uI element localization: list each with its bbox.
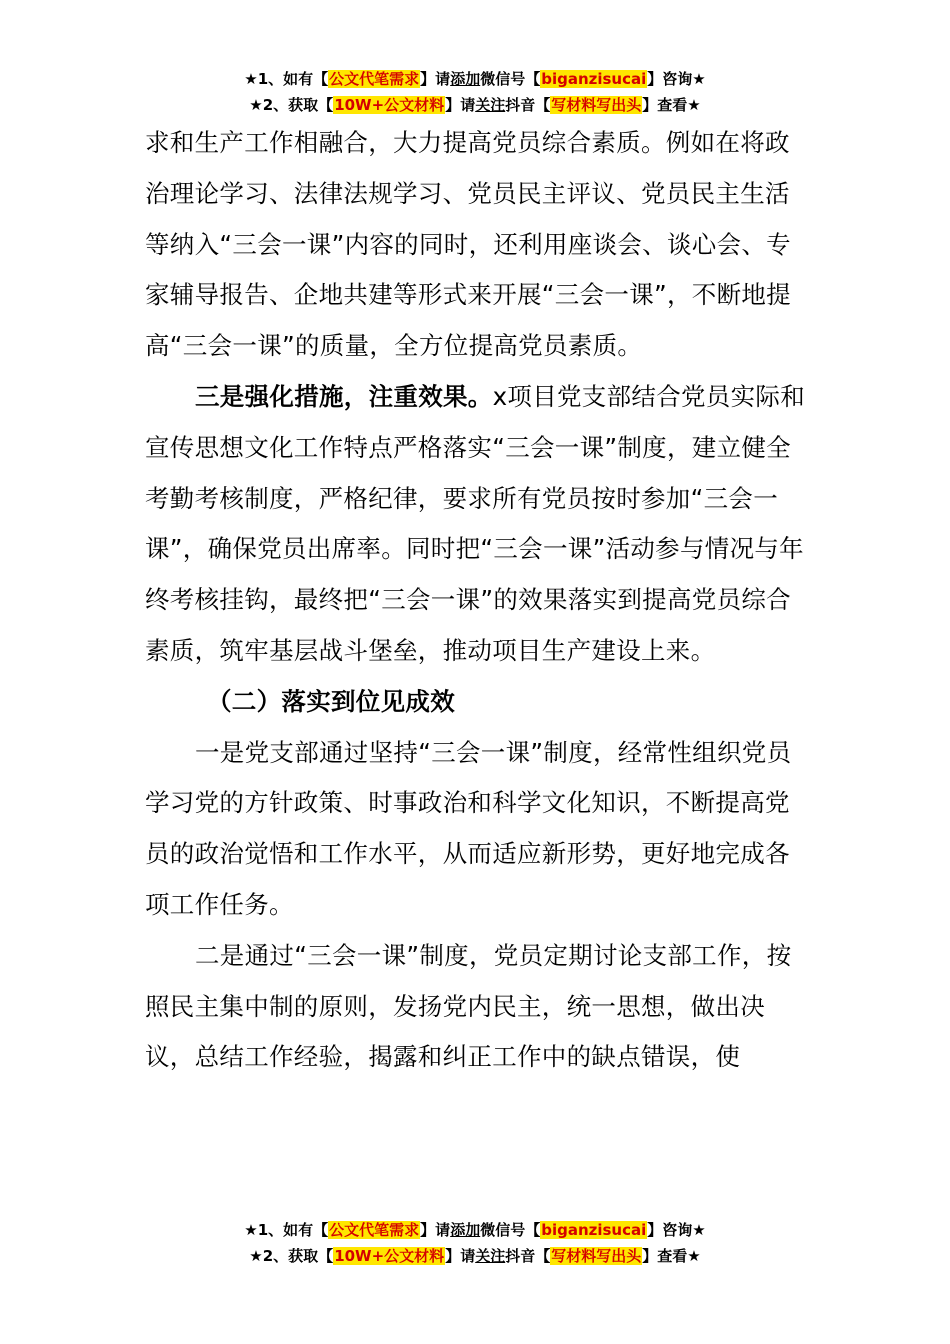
- highlight-text: biganzisucai: [541, 1221, 647, 1239]
- highlight-text: biganzisucai: [541, 70, 647, 88]
- highlight-text: 10W+公文材料: [334, 96, 445, 114]
- highlight-text: 公文代笔需求: [329, 70, 420, 88]
- footer-banner: [0, 1217, 950, 1269]
- paragraph-4: 二是通过“三会一课”制度，党员定期讨论支部工作，按照民主集中制的原则，发扬党内民主，统一思想，做出决议，总结工作经验，揭露和纠正工作中的缺点错误，使: [145, 940, 792, 1072]
- banner-line-2: ★2、获取【10W+公文材料】请关注抖音【写材料写出头】查看★: [249, 96, 701, 114]
- banner-line-2: ★2、获取【10W+公文材料】请关注抖音【写材料写出头】查看★: [249, 1247, 701, 1265]
- paragraph-2: 三是强化措施，注重效果。x项目党支部结合党员实际和宣传思想文化工作特点严格落实“三会一课”制度，建立健全考勤考核制度，严格纪律，要求所有党员按时参加“三会一课”，确保党员出席率。同时把“三会一课”活动参与情况与年终考核挂钩，最终把“三会一课”的效果落实到提高党员综合素质，筑牢基层战斗堡垒，推动项目生产建设上来。: [145, 381, 806, 665]
- paragraph-3: 一是党支部通过坚持“三会一课”制度，经常性组织党员学习党的方针政策、时事政治和科学文化知识，不断提高党员的政治觉悟和工作水平，从而适应新形势，更好地完成各项工作任务。: [145, 737, 792, 919]
- highlight-text: 写材料写出头: [551, 1247, 642, 1265]
- banner-line-1: ★1、如有【公文代笔需求】请添加微信号【biganzisucai】咨询★: [244, 1221, 706, 1239]
- paragraph-1: 求和生产工作相融合，大力提高党员综合素质。例如在将政治理论学习、法律法规学习、党员民主评议、党员民主生活等纳入“三会一课”内容的同时，还利用座谈会、谈心会、专家辅导报告、企地共建等形式来开展“三会一课”，不断地提高“三会一课”的质量，全方位提高党员素质。: [145, 128, 791, 361]
- highlight-text: 公文代笔需求: [329, 1221, 420, 1239]
- header-banner: [0, 66, 950, 118]
- document-body: [145, 118, 810, 1083]
- highlight-text: 10W+公文材料: [334, 1247, 445, 1265]
- banner-line-1: ★1、如有【公文代笔需求】请添加微信号【biganzisucai】咨询★: [244, 70, 706, 88]
- highlight-text: 写材料写出头: [551, 96, 642, 114]
- section-heading: （二）落实到位见成效: [207, 686, 455, 716]
- paragraph-lead: 三是强化措施，注重效果。: [195, 381, 493, 411]
